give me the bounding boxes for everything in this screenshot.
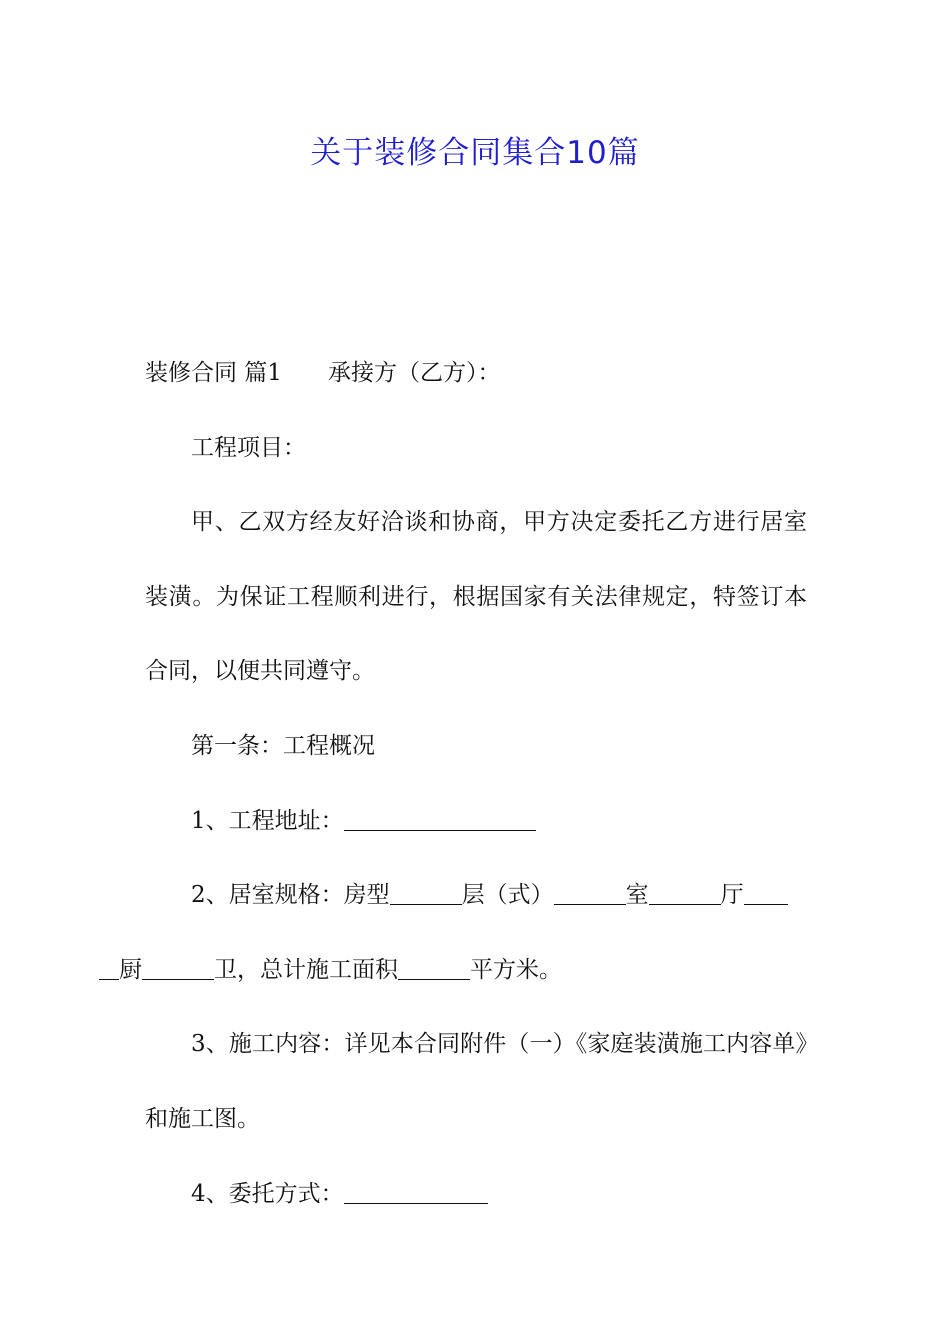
floor-blank: [554, 880, 626, 905]
document-body: [119, 336, 807, 1231]
article-1-heading: 第一条：工程概况: [191, 732, 375, 759]
address-blank: [344, 806, 536, 831]
bath-label: 卫，总计施工面积: [214, 956, 398, 983]
room-label: 室: [625, 882, 649, 909]
kitchen-label: 厨: [119, 956, 142, 983]
item-2-specs: [119, 858, 807, 1007]
hall-blank: [744, 880, 788, 905]
item-1-address: [145, 784, 807, 859]
header-line: [145, 336, 807, 411]
method-blank: [344, 1179, 488, 1204]
project-item: 工程项目：: [191, 434, 306, 461]
room-type-blank: [390, 880, 462, 905]
item-1-label: 1、工程地址：: [191, 807, 344, 834]
item-3-content: 3、施工内容：详见本合同附件（一）《家庭装潢施工内容单》和施工图。: [145, 1031, 807, 1132]
area-unit: 平方米。: [470, 956, 562, 983]
item-2-label: 2、居室规格：房型: [191, 882, 390, 909]
intro-paragraph: 甲、乙双方经友好洽谈和协商，甲方决定委托乙方进行居室装潢。为保证工程顺利进行，根据国家有关法律规定，特签订本合同，以便共同遵守。: [145, 509, 807, 685]
party-b-label: 承接方（乙方）：: [327, 360, 501, 386]
item-4-label: 4、委托方式：: [191, 1180, 344, 1207]
room-blank: [649, 880, 721, 905]
hall-label: 厅: [720, 882, 744, 909]
section-label: 装修合同 篇1: [145, 360, 282, 386]
hall-blank-cont: [99, 955, 119, 980]
item-4-method: [145, 1157, 807, 1232]
kitchen-blank: [142, 955, 214, 980]
document-title: 关于装修合同集合10篇: [310, 135, 640, 171]
floor-label: 层（式）: [461, 882, 554, 909]
area-blank: [398, 955, 470, 980]
